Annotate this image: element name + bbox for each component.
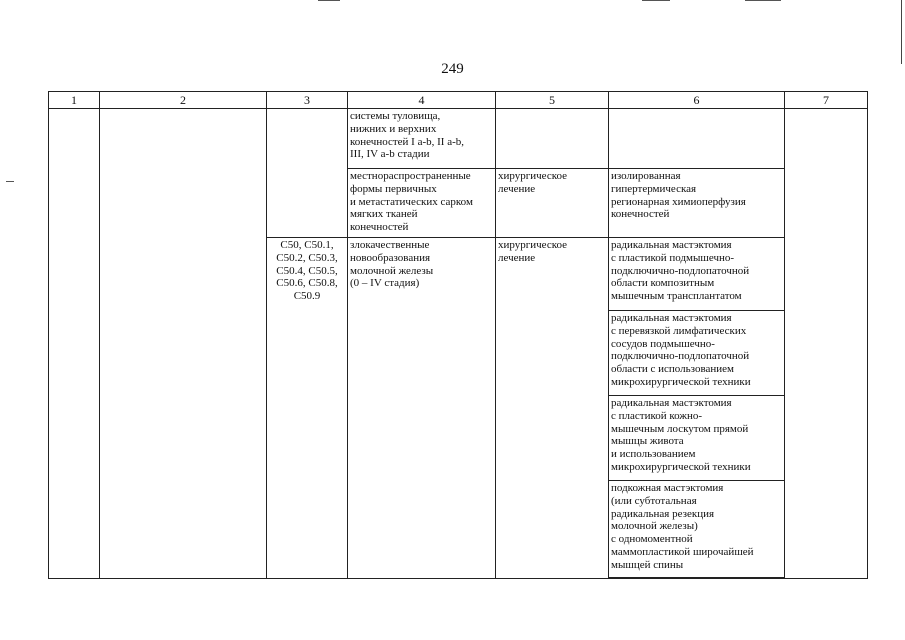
page-number: 249 xyxy=(441,61,464,77)
cell-diagnosis xyxy=(348,169,496,238)
treatment-type-text: хирургическое лечение xyxy=(498,239,568,264)
table-row xyxy=(49,109,868,169)
cell-method xyxy=(609,396,785,481)
diagnosis-text: местнораспространенные формы первичных и метастатических сарком мягких тканей конечностей xyxy=(350,170,473,234)
cell-spacer xyxy=(609,578,785,579)
method-text: радикальная мастэктомия с пластикой подмышечно- подключично-подлопаточной области композитным мышечным трансплантатом xyxy=(611,239,750,303)
cell-method xyxy=(609,311,785,396)
column-number: 3 xyxy=(267,92,348,109)
cell-diagnosis xyxy=(348,109,496,169)
cell-method xyxy=(609,169,785,238)
method-text: радикальная мастэктомия с перевязкой лимфатических сосудов подмышечно- подключично-подлопаточной области с использованием микрохирургической техники xyxy=(611,312,751,388)
scan-mark xyxy=(642,0,670,1)
method-text: подкожная мастэктомия (или субтотальная радикальная резекция молочной железы) с одномоментной маммопластикой широчайшей мышцей спины xyxy=(611,482,754,571)
cell-method xyxy=(609,238,785,311)
cell-treatment-type xyxy=(496,169,609,238)
column-number: 6 xyxy=(609,92,785,109)
cell-diagnosis xyxy=(348,238,496,579)
column-number: 1 xyxy=(49,92,100,109)
column-number: 5 xyxy=(496,92,609,109)
scan-edge-line xyxy=(901,0,902,64)
column-number: 4 xyxy=(348,92,496,109)
column-number: 7 xyxy=(785,92,868,109)
diagnosis-text: системы туловища, нижних и верхних конечностей I a-b, II a-b, III, IV a-b стадии xyxy=(350,110,465,161)
diagnosis-text: злокачественные новообразования молочной железы (0 – IV стадия) xyxy=(350,239,434,290)
cell-treatment-type xyxy=(496,238,609,579)
cell-col7 xyxy=(785,109,868,579)
procedures-table xyxy=(48,91,868,579)
column-number: 2 xyxy=(100,92,267,109)
cell-col1 xyxy=(49,109,100,579)
cell-icd-codes xyxy=(267,238,348,579)
cell-method xyxy=(609,109,785,169)
header-row xyxy=(49,92,868,109)
cell-col3 xyxy=(267,109,348,238)
method-text: радикальная мастэктомия с пластикой кожно- мышечным лоскутом прямой мышцы живота и использованием микрохирургической техники xyxy=(611,397,751,473)
scan-mark xyxy=(6,181,14,182)
scan-mark xyxy=(318,0,340,1)
scan-mark xyxy=(745,0,781,1)
method-text: изолированная гипертермическая регионарная химиоперфузия конечностей xyxy=(611,170,746,221)
cell-treatment-type xyxy=(496,109,609,169)
treatment-type-text: хирургическое лечение xyxy=(498,170,568,195)
icd-codes-text: C50, C50.1, C50.2, C50.3, C50.4, C50.5, C50.6, C50.8, C50.9 xyxy=(276,239,338,303)
cell-col2 xyxy=(100,109,267,579)
cell-method xyxy=(609,481,785,578)
